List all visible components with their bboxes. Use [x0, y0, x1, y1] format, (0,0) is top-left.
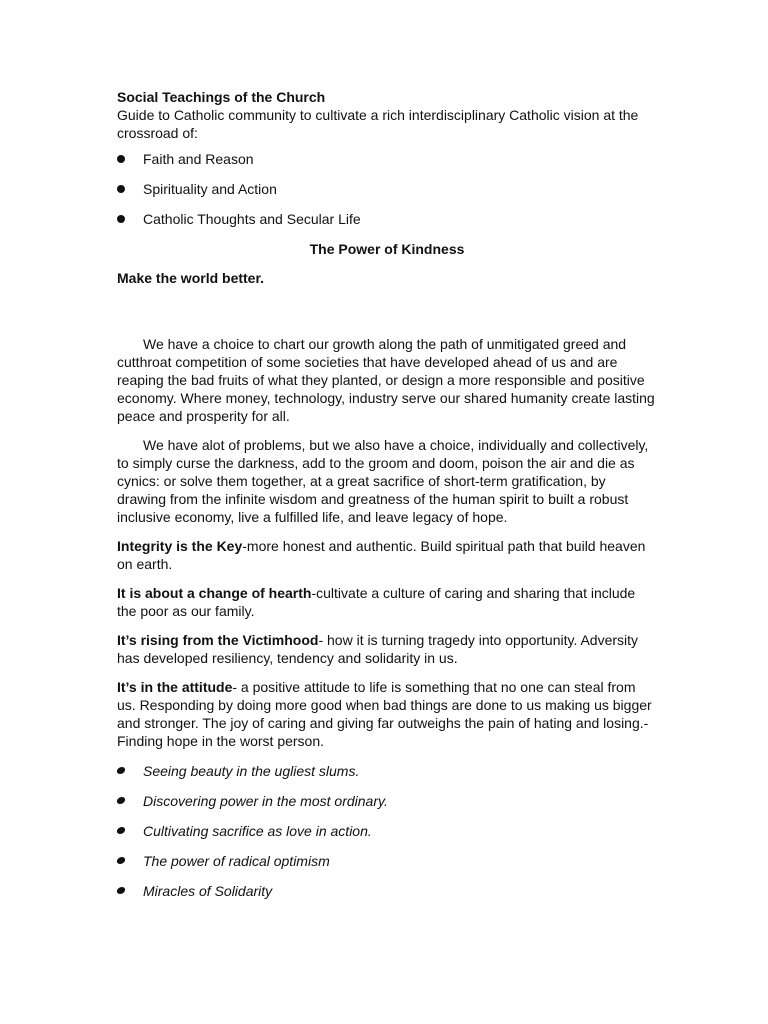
- list-item: [117, 852, 657, 870]
- list-item-text: Discovering power in the most ordinary.: [143, 793, 388, 809]
- point-paragraph: [117, 584, 657, 620]
- point-text: - a positive attitude to life is something that no one can steal from us. Responding by doing more good when bad things are done to us making us bigger and stronger. The joy of caring and giving far outweighs the pain of hating and losing.-Finding hope in the worst person.: [117, 679, 652, 749]
- list-item: [117, 822, 657, 840]
- list-item-text: Seeing beauty in the ugliest slums.: [143, 763, 360, 779]
- list-item-text: Miracles of Solidarity: [143, 883, 273, 899]
- hope-list: [117, 762, 657, 900]
- bullet-icon: [116, 797, 126, 804]
- point-text: -cultivate a culture of caring and sharing that include the poor as our family.: [117, 585, 636, 619]
- list-item: [117, 882, 657, 900]
- point-text: - how it is turning tragedy into opportunity. Adversity has developed resiliency, tendency and solidarity in us.: [117, 632, 639, 666]
- section-heading: The Power of Kindness: [309, 241, 465, 257]
- point-lead: It is about a change of hearth: [117, 585, 312, 601]
- bullet-icon: [116, 887, 126, 894]
- list-item: [117, 150, 657, 168]
- bullet-icon: [116, 827, 126, 834]
- subheading: Make the world better.: [117, 270, 265, 286]
- point-paragraph: [117, 678, 657, 750]
- list-item: [117, 180, 657, 198]
- list-item-text: Cultivating sacrifice as love in action.: [143, 823, 372, 839]
- intro-paragraph: Guide to Catholic community to cultivate a rich interdisciplinary Catholic vision at the crossroad of:: [117, 107, 639, 141]
- list-item: [117, 792, 657, 810]
- bullet-icon: [117, 155, 125, 163]
- point-paragraph: [117, 537, 657, 573]
- point-text: -more honest and authentic. Build spiritual path that build heaven on earth.: [117, 538, 646, 572]
- document-page: [117, 88, 657, 900]
- list-item-text: Spirituality and Action: [143, 181, 277, 197]
- list-item-text: Faith and Reason: [143, 151, 254, 167]
- point-lead: It’s in the attitude: [117, 679, 233, 695]
- point-paragraph: [117, 631, 657, 667]
- point-lead: It’s rising from the Victimhood: [117, 632, 319, 648]
- list-item-text: The power of radical optimism: [143, 853, 330, 869]
- list-item: [117, 762, 657, 780]
- point-lead: Integrity is the Key: [117, 538, 243, 554]
- body-paragraph: We have a choice to chart our growth along the path of unmitigated greed and cutthroat competition of some societies that have developed ahead of us and are reaping the bad fruits of what they planted, or design a more responsible and positive economy. Where money, technology, industry serve our shared humanity create lasting peace and prosperity for all.: [117, 336, 655, 424]
- bullet-icon: [116, 857, 126, 864]
- document-title: Social Teachings of the Church: [117, 89, 326, 105]
- body-paragraph: We have alot of problems, but we also have a choice, individually and collectively, to simply curse the darkness, add to the groom and doom, poison the air and die as cynics: or solve them together, at a great sacrifice of short-term gratification, by drawing from the infinite wisdom and greatness of the human spirit to built a robust inclusive economy, live a fulfilled life, and leave legacy of hope.: [117, 437, 649, 525]
- list-item-text: Catholic Thoughts and Secular Life: [143, 211, 361, 227]
- bullet-icon: [117, 185, 125, 193]
- bullet-icon: [116, 767, 126, 774]
- bullet-icon: [117, 215, 125, 223]
- list-item: [117, 210, 657, 228]
- crossroads-list: [117, 150, 657, 228]
